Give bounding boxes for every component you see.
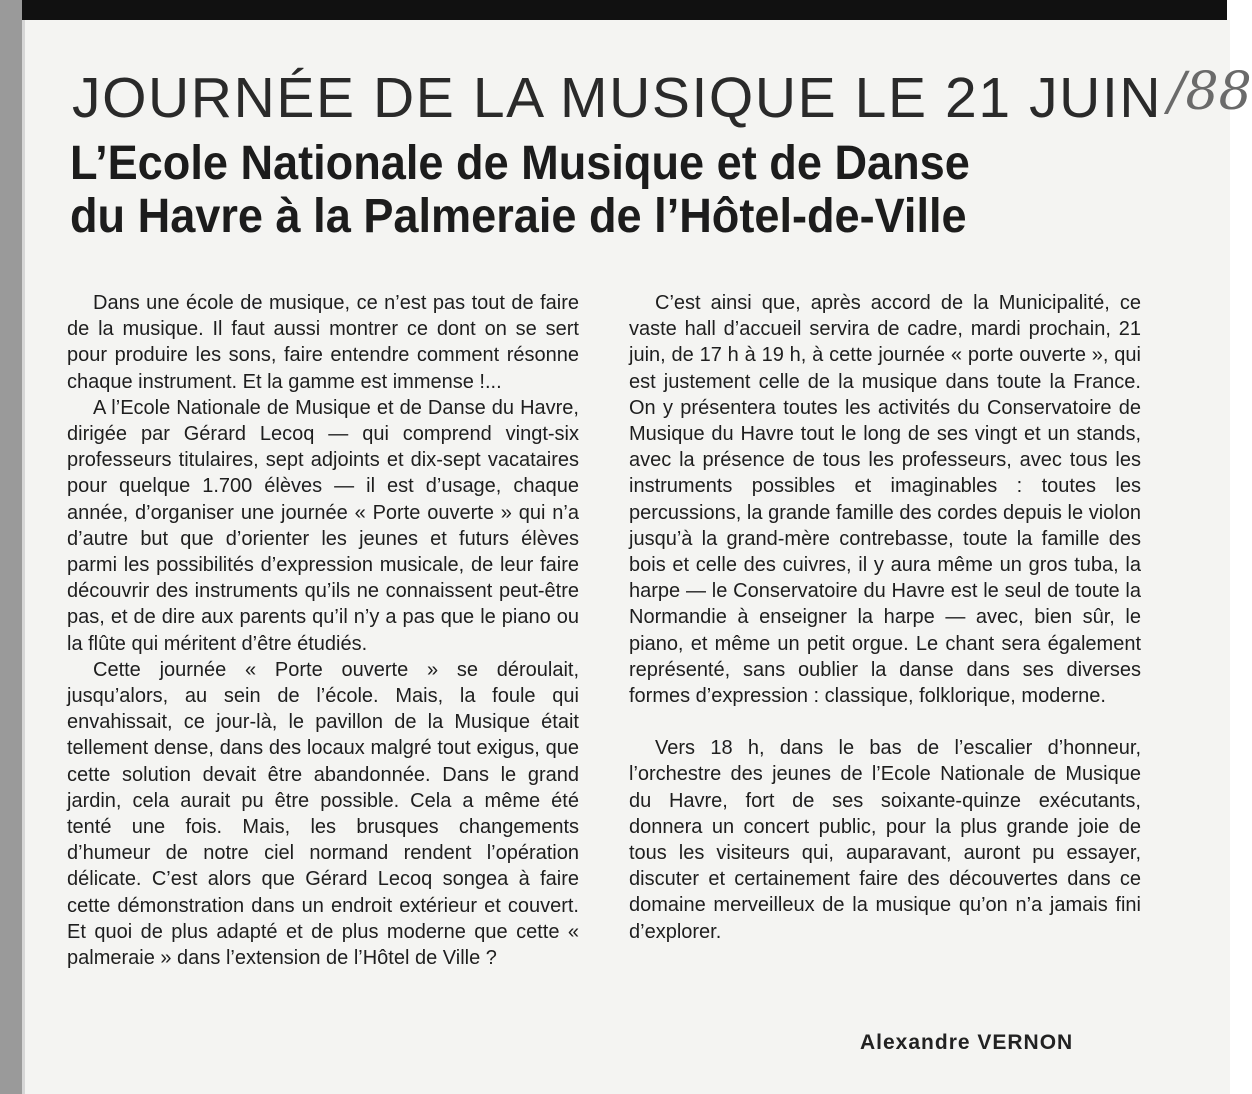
paragraph: A l’Ecole Nationale de Musique et de Danse du Havre, dirigée par Gérard Lecoq — qui comprend vingt-six professeurs titulaires, sept adjoints et dix-sept vacataires pour quelque 1.700 élèves — il est d’usage, chaque année, d’organiser une journée « Porte ouverte » qui n’a d’autre but que d’orienter les jeunes et futurs élèves parmi les possibilités d’expression musicale, de leur faire découvrir des instruments qu’ils ne connaissent peut-être pas, et de dire aux parents qu’il n’y a pas que le piano ou la flûte qui méritent d’être étudiés. xyxy=(67,396,579,655)
paragraph: Vers 18 h, dans le bas de l’escalier d’honneur, l’orchestre des jeunes de l’Ecole Nationale de Musique du Havre, fort de ses soixante-quinze exécutants, donnera un concert public, pour la plus grande joie de tous les visiteurs qui, auparavant, auront pu essayer, discuter et certainement faire des découvertes dans ce domaine merveilleux de la musique qu’on n’a jamais fini d’explorer. xyxy=(629,737,1141,943)
paragraph-spacer xyxy=(629,709,1141,735)
paragraph: C’est ainsi que, après accord de la Municipalité, ce vaste hall d’accueil servira de cadre, mardi prochain, 21 juin, de 17 h à 19 h, à cette journée « porte ouverte », qui est justement celle de la musique dans toute la France. On y présentera toutes les activités du Conservatoire de Musique du Havre tout le long de ses vingt et un stands, avec la présence de tous les professeurs, avec tous les instruments possibles et imaginables : toutes les percussions, la grande famille des cordes depuis le violon jusqu’à la grand-mère contrebasse, toute la famille des bois et celle des cuivres, il y aura même un gros tuba, la harpe — le Conservatoire du Havre est le seul de toute la Normandie à enseigner la harpe — avec, bien sûr, le piano, et même un petit orgue. Le chant sera également représenté, sans oublier la danse dans ses diverses formes d’expression : classique, folklorique, moderne. xyxy=(629,292,1141,708)
article-column-right xyxy=(629,290,1141,945)
handwritten-note: /88 xyxy=(1168,62,1252,122)
article-kicker: JOURNÉE DE LA MUSIQUE LE 21 JUIN xyxy=(72,66,1163,130)
scan-left-border xyxy=(0,0,22,1094)
article-column-left xyxy=(67,290,579,971)
article-byline: Alexandre VERNON xyxy=(860,1031,1074,1054)
paragraph: Cette journée « Porte ouverte » se déroulait, jusqu’alors, au sein de l’école. Mais, la foule qui envahissait, ce jour-là, le pavillon de la Musique était tellement dense, dans des locaux malgré tout exigus, que cette solution devait être abandonnée. Dans le grand jardin, cela aurait pu être possible. Cela a même été tenté une fois. Mais, les brusques changements d’humeur de notre ciel normand rendent l’opération délicate. C’est alors que Gérard Lecoq songea à faire cette démonstration dans un endroit extérieur et couvert. Et quoi de plus adapté et de plus moderne que cette « palmeraie » dans l’extension de l’Hôtel de Ville ? xyxy=(67,658,579,970)
headline-line-2: du Havre à la Palmeraie de l’Hôtel-de-Ville xyxy=(70,189,967,243)
article-headline xyxy=(70,136,1084,245)
headline-line-1: L’Ecole Nationale de Musique et de Danse xyxy=(70,136,970,190)
paragraph: Dans une école de musique, ce n’est pas tout de faire de la musique. Il faut aussi montrer ce dont on se sert pour produire les sons, faire entendre comment résonne chaque instrument. Et la gamme est immense !... xyxy=(67,292,579,393)
